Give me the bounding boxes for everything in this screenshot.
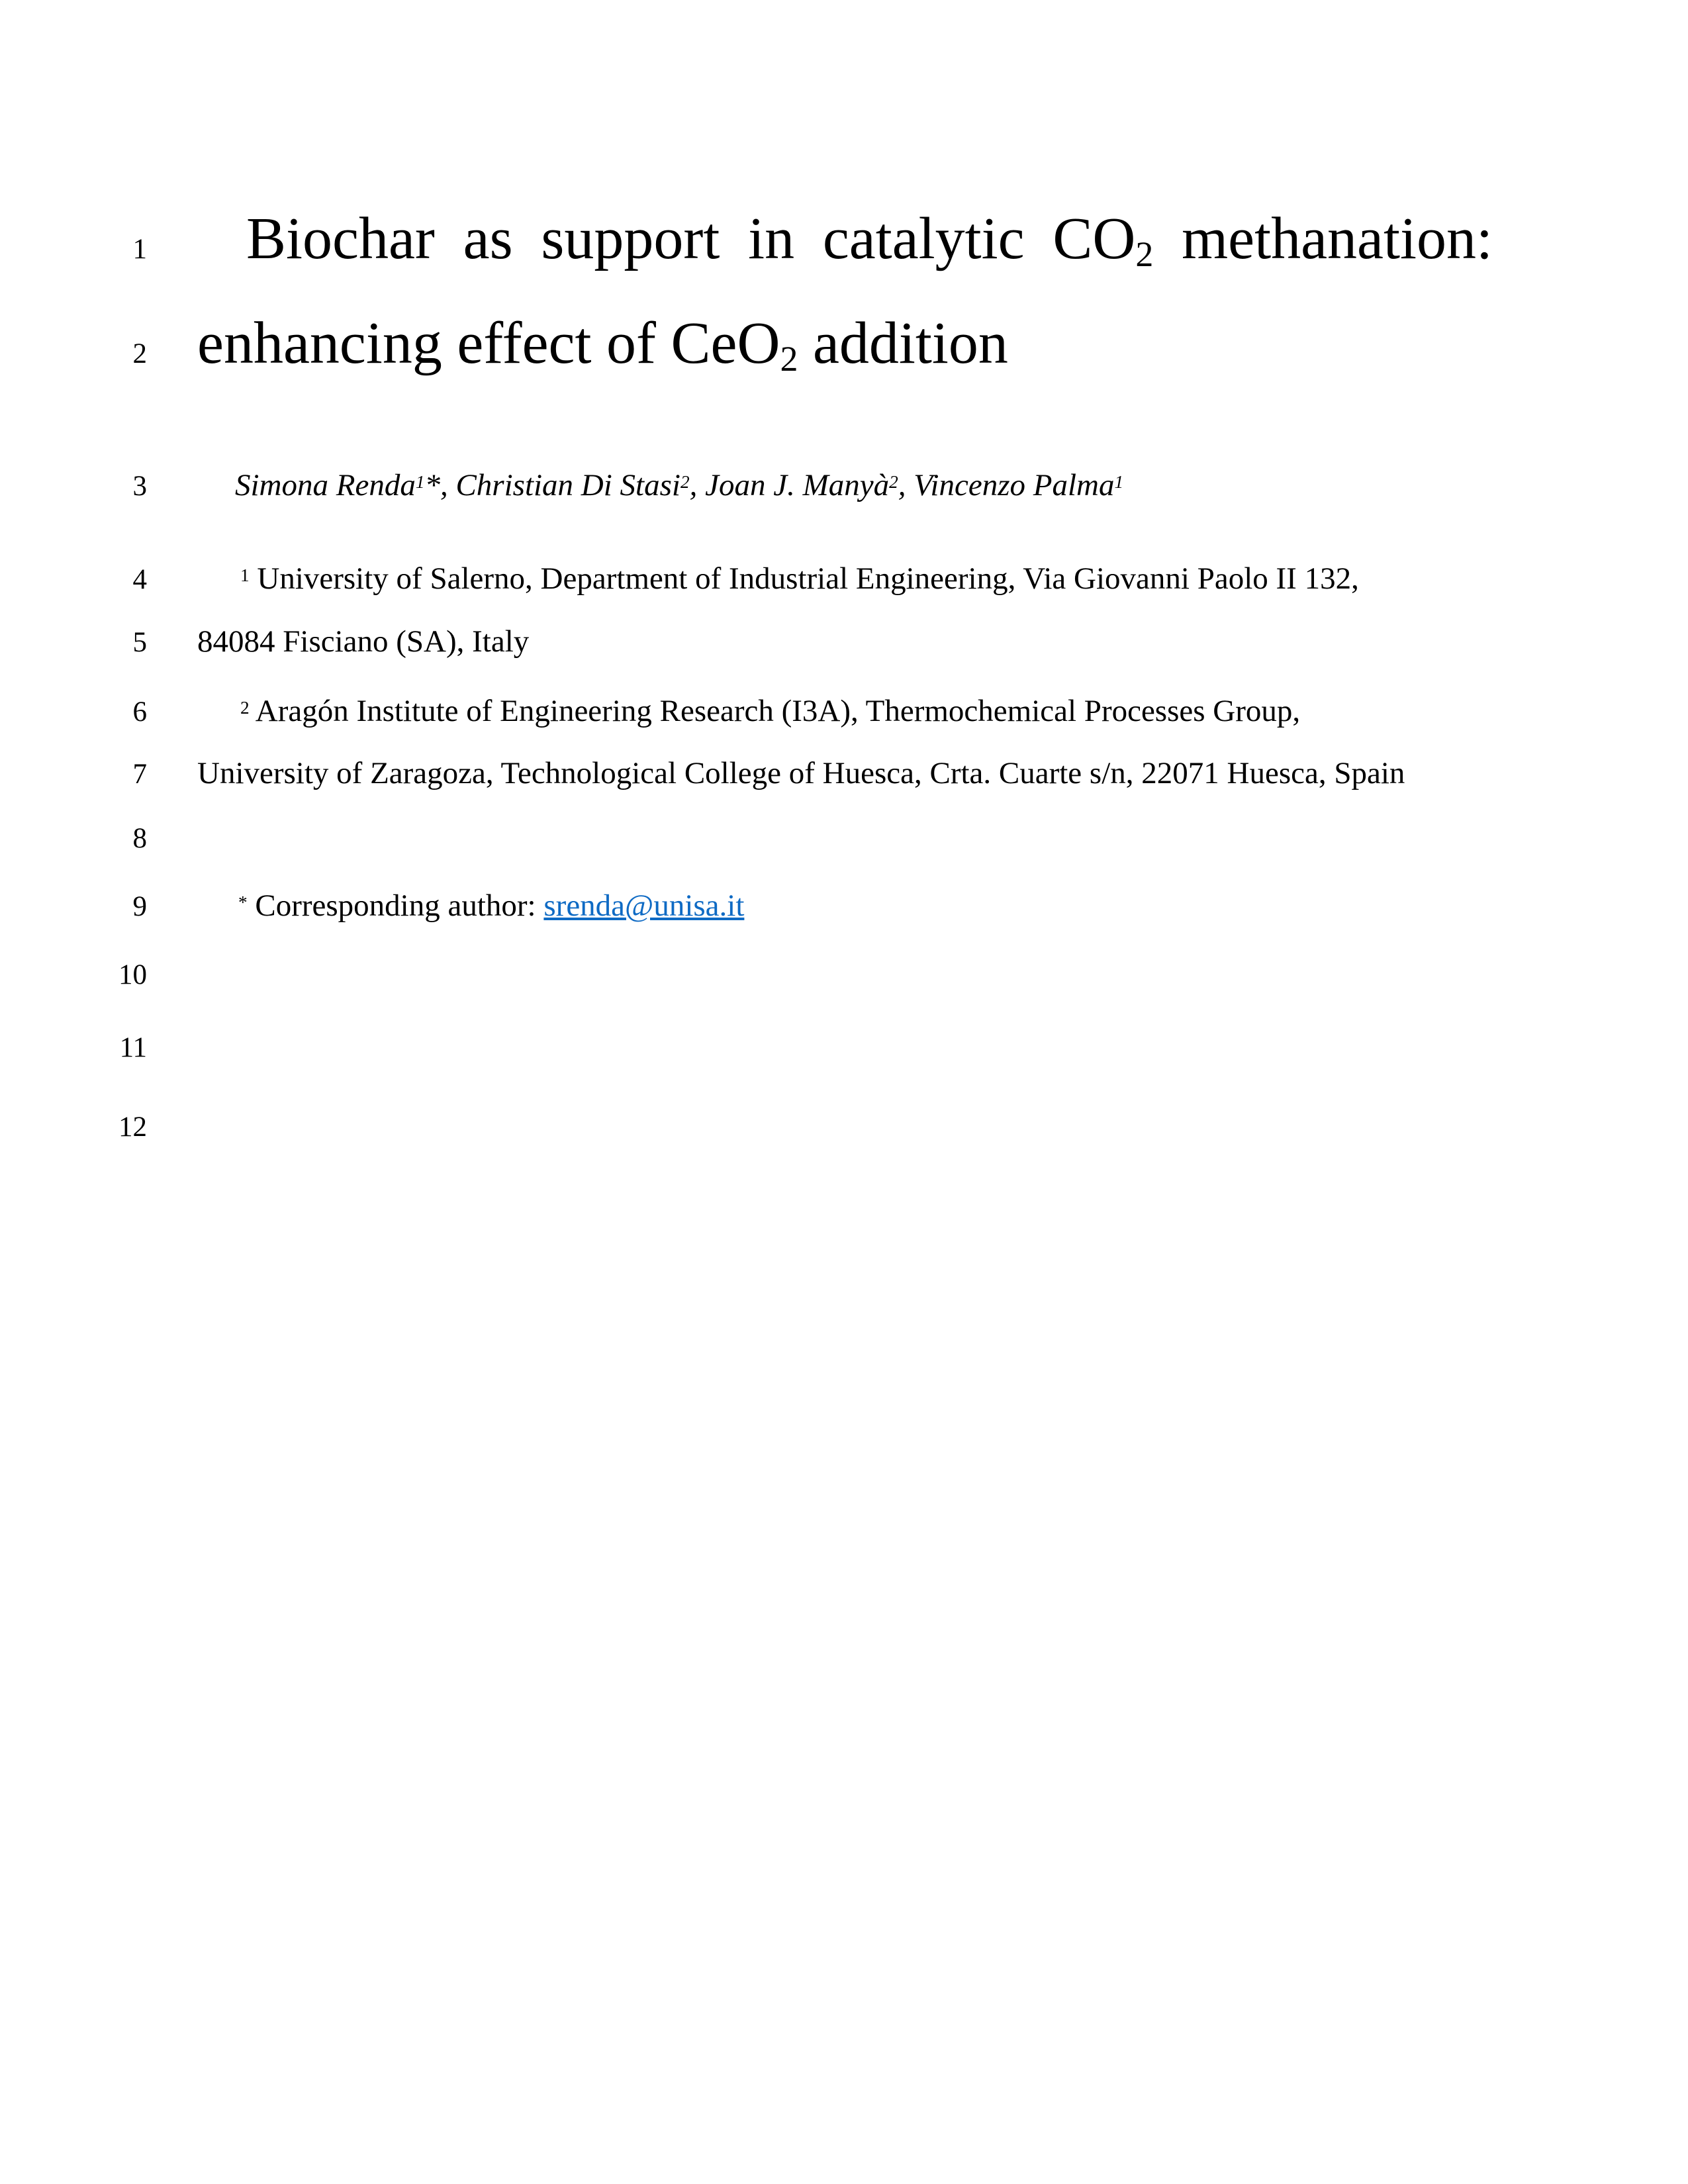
line-number: 1 [132,234,147,265]
author-name: Vincenzo Palma [914,468,1115,502]
line-number: 7 [132,759,147,790]
line-number: 2 [132,338,147,369]
line-number: 12 [118,1112,147,1143]
author-name: Christian Di Stasi [455,468,680,502]
title-text: addition [798,310,1008,376]
affiliation-text: University of Zaragoza, Technological College of Huesca, Crta. Cuarte s/n, 22071 Huesca, Spain [197,756,1405,790]
author-separator: , [440,468,456,502]
corresponding-author-mark: * [238,892,248,912]
line-number: 4 [132,564,147,595]
affiliation-superscript: 2 [680,471,690,492]
title-text: Biochar as support in catalytic CO [246,206,1136,271]
affiliation-text: 84084 Fisciano (SA), Italy [197,624,530,659]
line-number: 6 [132,696,147,728]
empty-row [0,1113,1688,1141]
author-name: Simona Renda [235,468,416,502]
line-number: 3 [132,471,147,502]
correspondence-row [0,890,1688,922]
affiliation-superscript: 1 [1114,471,1124,492]
affiliation-text: University of Salerno, Department of Industrial Engineering, Via Giovanni Paolo II 132, [249,561,1359,596]
title-text: methanation: [1153,206,1493,271]
corresponding-author-mark: * [424,468,440,502]
email-link[interactable]: srenda@unisa.it [543,888,745,923]
affiliation-marker: 1 [240,565,250,585]
affiliation-2-row-1 [0,696,1688,727]
subscript-2: 2 [780,338,798,379]
correspondence-label: Corresponding author: [247,888,544,923]
affiliation-2-text [197,696,1300,727]
affiliation-1-row-1 [0,563,1688,594]
title-row-1 [0,206,1688,274]
affiliation-2-row-2 [0,758,1688,789]
authors-row [0,470,1688,501]
paper-title-line-1 [197,206,1493,274]
line-number: 5 [132,627,147,658]
empty-row [0,1033,1688,1062]
affiliation-1-text [197,563,1359,594]
author-separator: , [898,468,914,502]
line-number: 11 [119,1032,147,1063]
line-number: 8 [132,823,147,854]
correspondence-text [197,890,744,922]
line-number: 9 [132,891,147,922]
affiliation-2-text-cont [197,758,1405,789]
affiliation-superscript: 1 [415,471,425,492]
author-name: Joan J. Manyà [705,468,890,502]
affiliation-1-row-2 [0,626,1688,657]
line-number: 10 [118,959,147,990]
affiliation-text: Aragón Institute of Engineering Research (I3A), Thermochemical Processes Group, [249,694,1301,728]
author-separator: , [689,468,706,502]
author-list [197,470,1123,501]
empty-row [0,824,1688,853]
title-text: enhancing effect of CeO [197,310,780,376]
empty-row [0,961,1688,989]
subscript-2: 2 [1135,234,1154,274]
title-row-2 [0,310,1688,379]
affiliation-superscript: 2 [889,471,898,492]
paper-title-line-2 [197,310,1008,379]
affiliation-marker: 2 [240,697,250,718]
affiliation-1-text-cont [197,626,529,657]
